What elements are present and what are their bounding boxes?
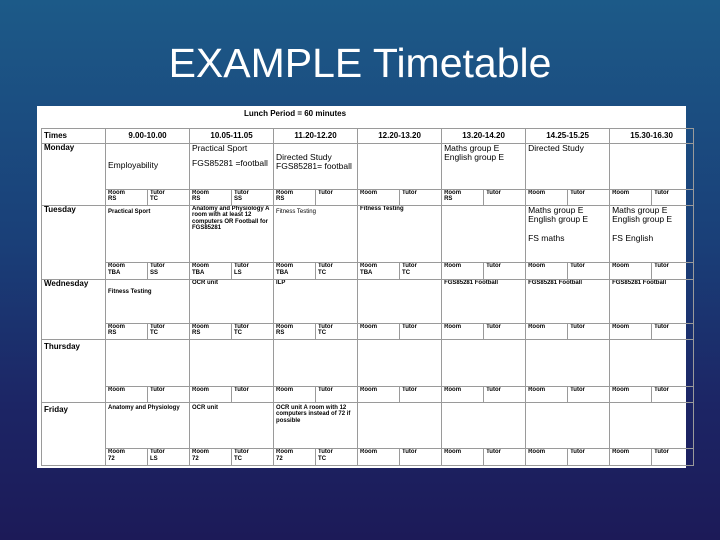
thursday-label: Thursday [44, 342, 81, 352]
room-cell: Room [442, 323, 484, 340]
tutor-cell: Tutor [484, 189, 526, 206]
monday-p7 [610, 144, 694, 189]
thursday-p2 [190, 340, 274, 386]
wednesday-p1 [106, 279, 190, 323]
tuesday-p4 [358, 206, 442, 263]
tutor-cell: Tutor [316, 386, 358, 403]
room-cell: Room RS [106, 323, 148, 340]
room-cell: Room [358, 189, 400, 206]
tutor-cell: Tutor [652, 386, 694, 403]
friday-p4 [358, 403, 442, 449]
lunch-note: Lunch Period = 60 minutes [244, 109, 347, 118]
room-cell: Room [526, 263, 568, 280]
friday-row [42, 403, 694, 449]
friday-p1-text: Anatomy and Physiology [108, 405, 180, 412]
wednesday-p2-text: OCR unit [192, 279, 219, 286]
room-cell: Room [442, 386, 484, 403]
room-cell: Room 72 [190, 449, 232, 466]
tutor-cell: Tutor TC [316, 323, 358, 340]
wednesday-room-row [42, 323, 694, 340]
tuesday-p6 [526, 206, 610, 263]
room-cell: Room [610, 386, 652, 403]
wednesday-p6 [526, 279, 610, 323]
tuesday-p4-text: Fitness Testing [360, 206, 404, 213]
thursday-p7 [610, 340, 694, 386]
friday-p5 [442, 403, 526, 449]
tuesday-p2 [190, 206, 274, 263]
room-cell: Room RS [190, 189, 232, 206]
monday-p3 [274, 144, 358, 189]
day-monday: Monday [42, 144, 106, 206]
wednesday-p7-text: FGS85281 Football [612, 279, 667, 286]
room-cell: Room [526, 386, 568, 403]
tutor-cell: Tutor [316, 189, 358, 206]
day-wednesday: Wednesday [42, 279, 106, 340]
room-cell: Room [358, 323, 400, 340]
header-period-3: 11.20-12.20 [274, 129, 358, 144]
wednesday-p1-text: Fitness Testing [108, 288, 152, 295]
tutor-cell: Tutor [652, 323, 694, 340]
tutor-cell: Tutor TC [232, 323, 274, 340]
tutor-cell: Tutor LS [148, 449, 190, 466]
room-cell: Room [442, 449, 484, 466]
tuesday-p7 [610, 206, 694, 263]
tutor-cell: Tutor [148, 386, 190, 403]
thursday-room-row [42, 386, 694, 403]
room-cell: Room TBA [358, 263, 400, 280]
monday-p2 [190, 144, 274, 189]
tutor-cell: Tutor [484, 449, 526, 466]
room-cell: Room [526, 323, 568, 340]
wednesday-p7 [610, 279, 694, 323]
thursday-p4 [358, 340, 442, 386]
tutor-cell: Tutor [568, 386, 610, 403]
tutor-cell: Tutor TC [400, 263, 442, 280]
tutor-cell: Tutor [400, 189, 442, 206]
header-period-4: 12.20-13.20 [358, 129, 442, 144]
friday-p2 [190, 403, 274, 449]
tutor-cell: Tutor [484, 323, 526, 340]
friday-p2-text: OCR unit [192, 405, 219, 412]
friday-p7 [610, 403, 694, 449]
tutor-cell: Tutor [652, 449, 694, 466]
room-cell: Room [526, 189, 568, 206]
thursday-row [42, 340, 694, 386]
monday-p1-text: Employability [108, 160, 159, 171]
tutor-cell: Tutor [484, 386, 526, 403]
room-cell: Room RS [274, 323, 316, 340]
tutor-cell: Tutor [568, 263, 610, 280]
header-period-5: 13.20-14.20 [442, 129, 526, 144]
tuesday-p5 [442, 206, 526, 263]
tutor-cell: Tutor [400, 449, 442, 466]
tuesday-row [42, 206, 694, 263]
monday-p2-text-b: FGS85281 =football [192, 158, 268, 169]
room-cell: Room 72 [106, 449, 148, 466]
room-cell: Room [610, 263, 652, 280]
friday-p3-text: OCR unit A room with 12 computers instead of 72 if possible [276, 405, 351, 424]
wednesday-p4 [358, 279, 442, 323]
timetable-table [41, 128, 694, 466]
wednesday-p5 [442, 279, 526, 323]
monday-p1 [106, 144, 190, 189]
header-period-7: 15.30-16.30 [610, 129, 694, 144]
tuesday-p6-text-b: FS maths [528, 232, 565, 243]
thursday-p5 [442, 340, 526, 386]
tutor-cell: Tutor TC [148, 189, 190, 206]
timetable-sheet [37, 106, 686, 468]
room-cell: Room [526, 449, 568, 466]
header-times: Times [42, 129, 106, 144]
room-cell: Room [190, 386, 232, 403]
thursday-p3 [274, 340, 358, 386]
room-cell: Room TBA [274, 263, 316, 280]
friday-p1 [106, 403, 190, 449]
room-cell: Room [610, 323, 652, 340]
header-period-2: 10.05-11.05 [190, 129, 274, 144]
tuesday-p2-text: Anatomy and Physiology A room with at least 12 computers OR Football for FGS85281 [192, 206, 270, 231]
room-cell: Room 72 [274, 449, 316, 466]
monday-p4 [358, 144, 442, 189]
day-tuesday: Tuesday [42, 206, 106, 280]
room-cell: Room [358, 386, 400, 403]
tutor-cell: Tutor [484, 263, 526, 280]
room-cell: Room RS [274, 189, 316, 206]
wednesday-p3 [274, 279, 358, 323]
header-row [42, 129, 694, 144]
tutor-cell: Tutor TC [232, 449, 274, 466]
room-cell: Room RS [106, 189, 148, 206]
monday-p2-text-a: Practical Sport [192, 143, 248, 154]
tutor-cell: Tutor [400, 323, 442, 340]
slide-title: EXAMPLE Timetable [168, 40, 552, 86]
tuesday-p3-text: Fitness Testing [276, 209, 316, 216]
tutor-cell: Tutor TC [148, 323, 190, 340]
wednesday-p6-text: FGS85281 Football [528, 279, 583, 286]
room-cell: Room [358, 449, 400, 466]
friday-room-row [42, 449, 694, 466]
wednesday-row [42, 279, 694, 323]
monday-p6 [526, 144, 610, 189]
monday-row [42, 144, 694, 189]
tutor-cell: Tutor [652, 263, 694, 280]
tuesday-p6-text-a: Maths group E English group E [528, 205, 589, 224]
day-thursday [42, 340, 106, 403]
tutor-cell: Tutor LS [232, 263, 274, 280]
tutor-cell: Tutor [568, 189, 610, 206]
room-cell: Room [106, 386, 148, 403]
day-friday [42, 403, 106, 466]
header-period-1: 9.00-10.00 [106, 129, 190, 144]
wednesday-p2 [190, 279, 274, 323]
room-cell: Room [610, 449, 652, 466]
room-cell: Room [610, 189, 652, 206]
friday-p3 [274, 403, 358, 449]
tutor-cell: Tutor [568, 323, 610, 340]
tutor-cell: Tutor SS [232, 189, 274, 206]
monday-p5 [442, 144, 526, 189]
wednesday-p3-text: ILP [276, 279, 286, 286]
monday-room-row [42, 189, 694, 206]
tutor-cell: Tutor [232, 386, 274, 403]
room-cell: Room [274, 386, 316, 403]
tuesday-p7-text-b: FS English [612, 232, 654, 243]
tutor-cell: Tutor TC [316, 449, 358, 466]
tutor-cell: Tutor [400, 386, 442, 403]
monday-p6-text: Directed Study [528, 143, 584, 154]
tuesday-p1-text: Practical Sport [108, 209, 151, 216]
room-cell: Room [442, 263, 484, 280]
friday-label: Friday [44, 405, 69, 415]
room-cell: Room TBA [190, 263, 232, 280]
tutor-cell: Tutor SS [148, 263, 190, 280]
room-cell: Room RS [442, 189, 484, 206]
tuesday-p1 [106, 206, 190, 263]
tuesday-room-row [42, 263, 694, 280]
tutor-cell: Tutor TC [316, 263, 358, 280]
thursday-p1 [106, 340, 190, 386]
monday-p5-text: Maths group E English group E [444, 143, 505, 163]
room-cell: Room RS [190, 323, 232, 340]
header-period-6: 14.25-15.25 [526, 129, 610, 144]
monday-p3-text: Directed Study FGS85281= football [276, 152, 352, 172]
tutor-cell: Tutor [568, 449, 610, 466]
room-cell: Room TBA [106, 263, 148, 280]
tuesday-p7-text-a: Maths group E English group E [612, 205, 673, 224]
tutor-cell: Tutor [652, 189, 694, 206]
tuesday-p3 [274, 206, 358, 263]
thursday-p6 [526, 340, 610, 386]
wednesday-p5-text: FGS85281 Football [444, 279, 499, 286]
friday-p6 [526, 403, 610, 449]
